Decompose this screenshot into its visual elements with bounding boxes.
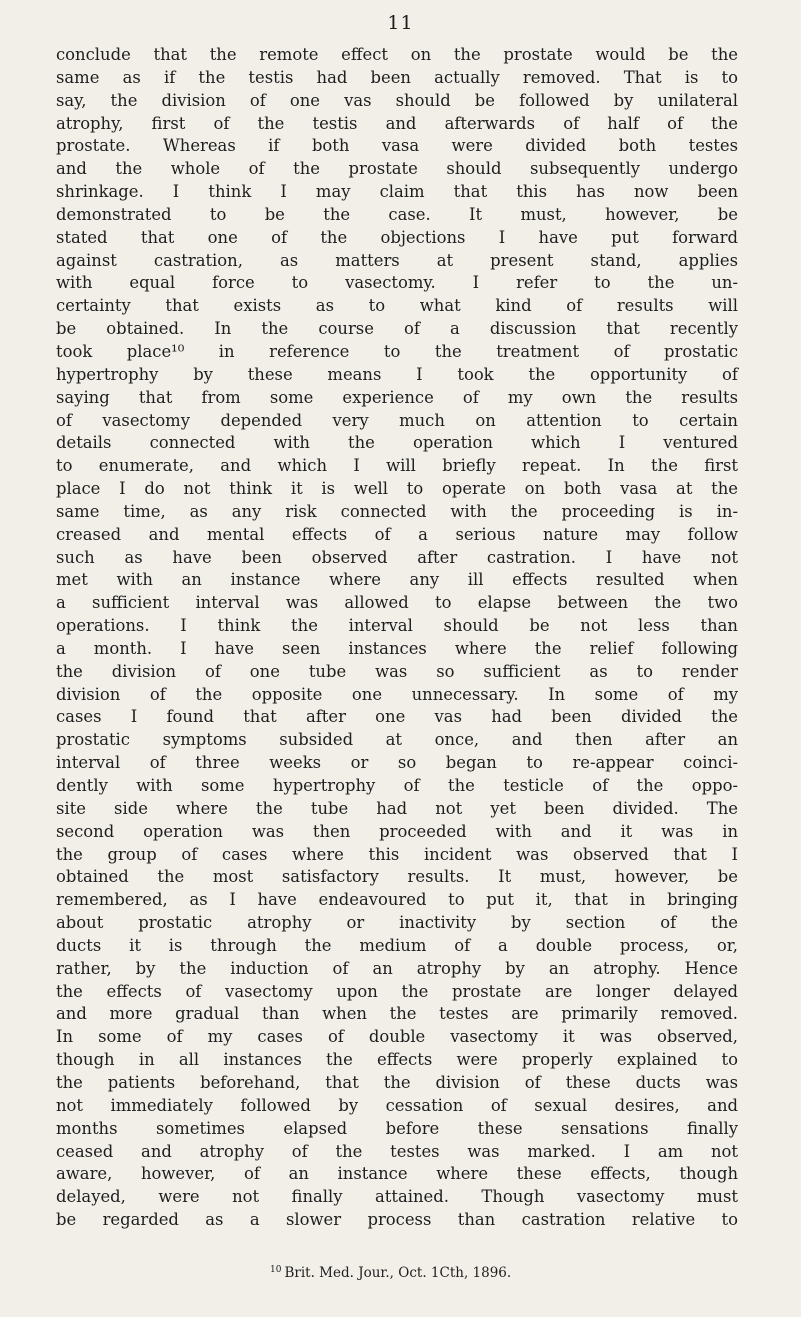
text-line: a sufficient interval was allowed to elapse between the two: [56, 593, 738, 613]
footnote: [270, 1265, 511, 1281]
text-line: be obtained. In the course of a discussion that recently: [56, 319, 738, 339]
text-line: and more gradual than when the testes are primarily removed.: [56, 1004, 738, 1024]
text-line: a month. I have seen instances where the relief following: [56, 638, 738, 658]
text-line: such as have been observed after castration. I have not: [56, 547, 738, 567]
text-line: obtained the most satisfactory results. It must, however, be: [56, 867, 738, 887]
footnote-text: Brit. Med. Jour., Oct. 1Cth, 1896.: [284, 1265, 512, 1281]
text-line: the group of cases where this incident was observed that I: [56, 844, 738, 864]
text-line: hypertrophy by these means I took the opportunity of: [56, 364, 738, 384]
text-line: to enumerate, and which I will briefly repeat. In the first: [56, 456, 738, 476]
text-line: about prostatic atrophy or inactivity by section of the: [56, 913, 738, 933]
text-line: met with an instance where any ill effects resulted when: [56, 570, 738, 590]
text-line: and the whole of the prostate should subsequently undergo: [56, 159, 738, 179]
text-line: interval of three weeks or so began to re-appear coinci-: [56, 753, 738, 773]
text-line: ducts it is through the medium of a double process, or,: [56, 935, 738, 955]
text-line: saying that from some experience of my own the results: [56, 387, 738, 407]
text-line: the patients beforehand, that the division of these ducts was: [56, 1072, 738, 1092]
text-line: delayed, were not finally attained. Though vasectomy must: [56, 1187, 738, 1207]
text-line: ceased and atrophy of the testes was marked. I am not: [56, 1141, 738, 1161]
page-number: 11: [387, 12, 414, 34]
text-line: cases I found that after one vas had been divided the: [56, 707, 738, 727]
text-line: atrophy, first of the testis and afterwards of half of the: [56, 113, 738, 133]
text-line: prostatic symptoms subsided at once, and then after an: [56, 730, 738, 750]
text-line: say, the division of one vas should be followed by unilateral: [56, 90, 738, 110]
text-line: though in all instances the effects were properly explained to: [56, 1050, 738, 1070]
text-line: remembered, as I have endeavoured to put it, that in bringing: [56, 890, 738, 910]
text-line: shrinkage. I think I may claim that this has now been: [56, 182, 738, 202]
text-line: In some of my cases of double vasectomy it was observed,: [56, 1027, 738, 1047]
text-line: aware, however, of an instance where these effects, though: [56, 1164, 738, 1184]
text-line: stated that one of the objections I have put forward: [56, 227, 738, 247]
text-line: against castration, as matters at present stand, applies: [56, 250, 738, 270]
text-line: place I do not think it is well to operate on both vasa at the: [56, 479, 738, 499]
text-line: not immediately followed by cessation of sexual desires, and: [56, 1095, 738, 1115]
footnote-marker: 10: [270, 1265, 282, 1275]
text-line: months sometimes elapsed before these sensations finally: [56, 1118, 738, 1138]
text-line: creased and mental effects of a serious nature may follow: [56, 524, 738, 544]
text-line: be regarded as a slower process than castration relative to: [56, 1210, 738, 1230]
text-line: rather, by the induction of an atrophy by an atrophy. Hence: [56, 958, 738, 978]
text-line: operations. I think the interval should be not less than: [56, 616, 738, 636]
text-line: same as if the testis had been actually removed. That is to: [56, 67, 738, 87]
body-text: [56, 44, 738, 1232]
text-line: second operation was then proceeded with and it was in: [56, 821, 738, 841]
text-line: of vasectomy depended very much on attention to certain: [56, 410, 738, 430]
text-line: site side where the tube had not yet been divided. The: [56, 798, 738, 818]
text-line: prostate. Whereas if both vasa were divided both testes: [56, 136, 738, 156]
text-line: the effects of vasectomy upon the prostate are longer delayed: [56, 981, 738, 1001]
text-line: certainty that exists as to what kind of results will: [56, 296, 738, 316]
text-line: the division of one tube was so sufficient as to render: [56, 661, 738, 681]
text-line: details connected with the operation which I ventured: [56, 433, 738, 453]
text-line: same time, as any risk connected with the proceeding is in-: [56, 501, 738, 521]
text-line: with equal force to vasectomy. I refer to the un-: [56, 273, 738, 293]
text-line: took place¹⁰ in reference to the treatment of prostatic: [56, 341, 738, 361]
text-line: conclude that the remote effect on the prostate would be the: [56, 45, 738, 64]
text-line: demonstrated to be the case. It must, however, be: [56, 204, 738, 224]
text-line: division of the opposite one unnecessary. In some of my: [56, 684, 738, 704]
text-line: dently with some hypertrophy of the testicle of the oppo-: [56, 776, 738, 795]
